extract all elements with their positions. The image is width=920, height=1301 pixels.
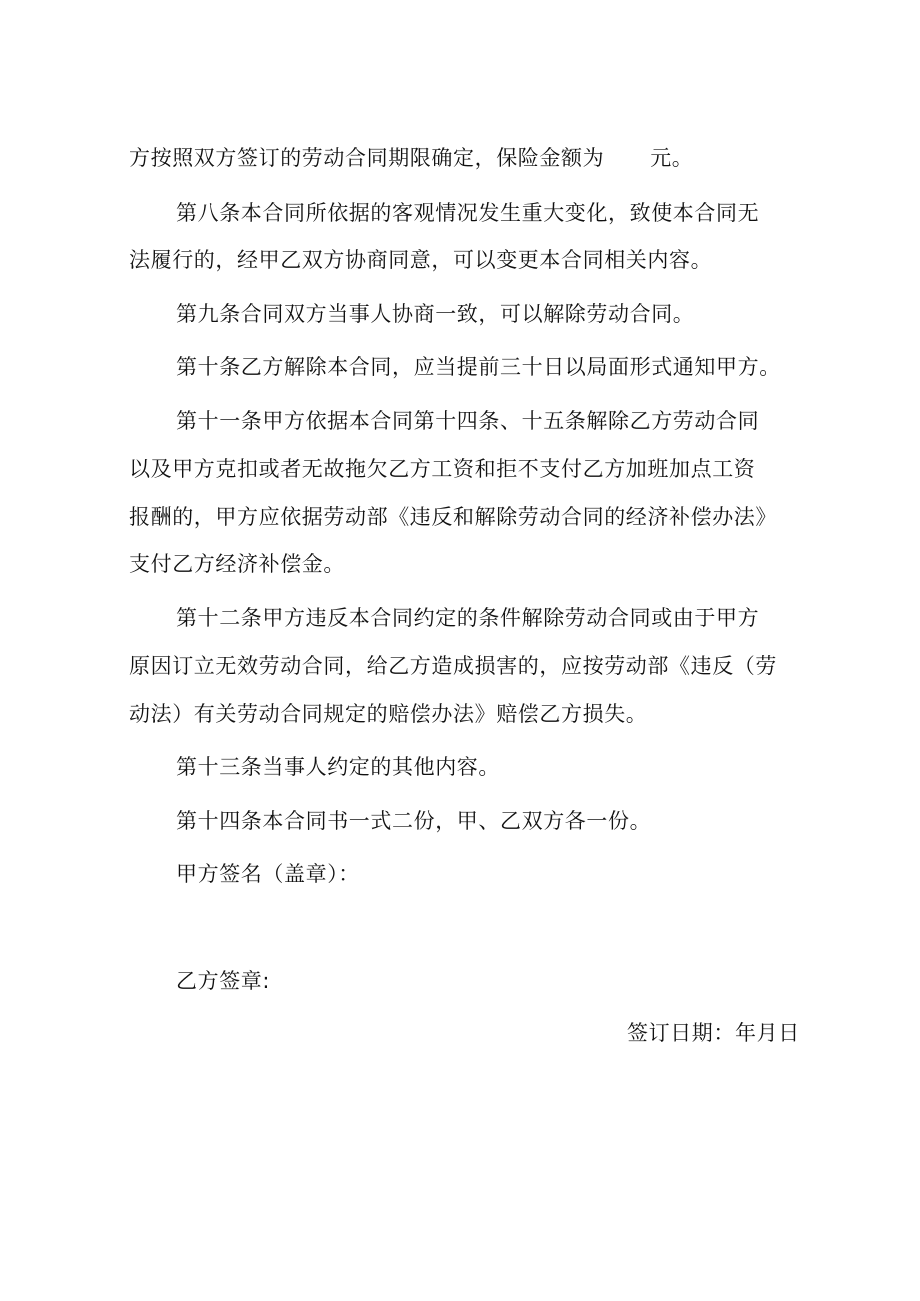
article-12-line-3: 动法）有关劳动合同规定的赔偿办法》赔偿乙方损失。 — [129, 702, 648, 726]
continuation-line — [129, 144, 693, 172]
signing-date-label: 签订日期：年月日 — [627, 1021, 800, 1045]
article-9: 第九条合同双方当事人协商一致，可以解除劳动合同。 — [176, 302, 695, 326]
article-13: 第十三条当事人约定的其他内容。 — [176, 755, 500, 779]
party-a-signature-label: 甲方签名（盖章）： — [176, 862, 360, 886]
continuation-text: 方按照双方签订的劳动合同期限确定，保险金额为 — [129, 146, 605, 170]
article-11-line-2: 以及甲方克扣或者无故拖欠乙方工资和拒不支付乙方加班加点工资 — [129, 457, 756, 481]
party-b-signature-label: 乙方签章: — [176, 969, 271, 993]
article-11-line-3: 报酬的，甲方应依据劳动部《违反和解除劳动合同的经济补偿办法》 — [129, 505, 777, 529]
article-8-line-2: 法履行的，经甲乙双方协商同意，可以变更本合同相关内容。 — [129, 248, 713, 272]
article-12-line-1: 第十二条甲方违反本合同约定的条件解除劳动合同或由于甲方 — [176, 606, 760, 630]
article-8-line-1: 第八条本合同所依据的客观情况发生重大变化，致使本合同无 — [176, 201, 760, 225]
article-12-line-2: 原因订立无效劳动合同，给乙方造成损害的，应按劳动部《违反（劳 — [129, 654, 777, 678]
article-10: 第十条乙方解除本合同，应当提前三十日以局面形式通知甲方。 — [176, 355, 781, 379]
continuation-unit: 元。 — [650, 146, 694, 170]
article-11-line-1: 第十一条甲方依据本合同第十四条、十五条解除乙方劳动合同 — [176, 409, 760, 433]
article-14: 第十四条本合同书一式二份，甲、乙双方各一份。 — [176, 809, 652, 833]
article-11-line-4: 支付乙方经济补偿金。 — [129, 552, 345, 576]
